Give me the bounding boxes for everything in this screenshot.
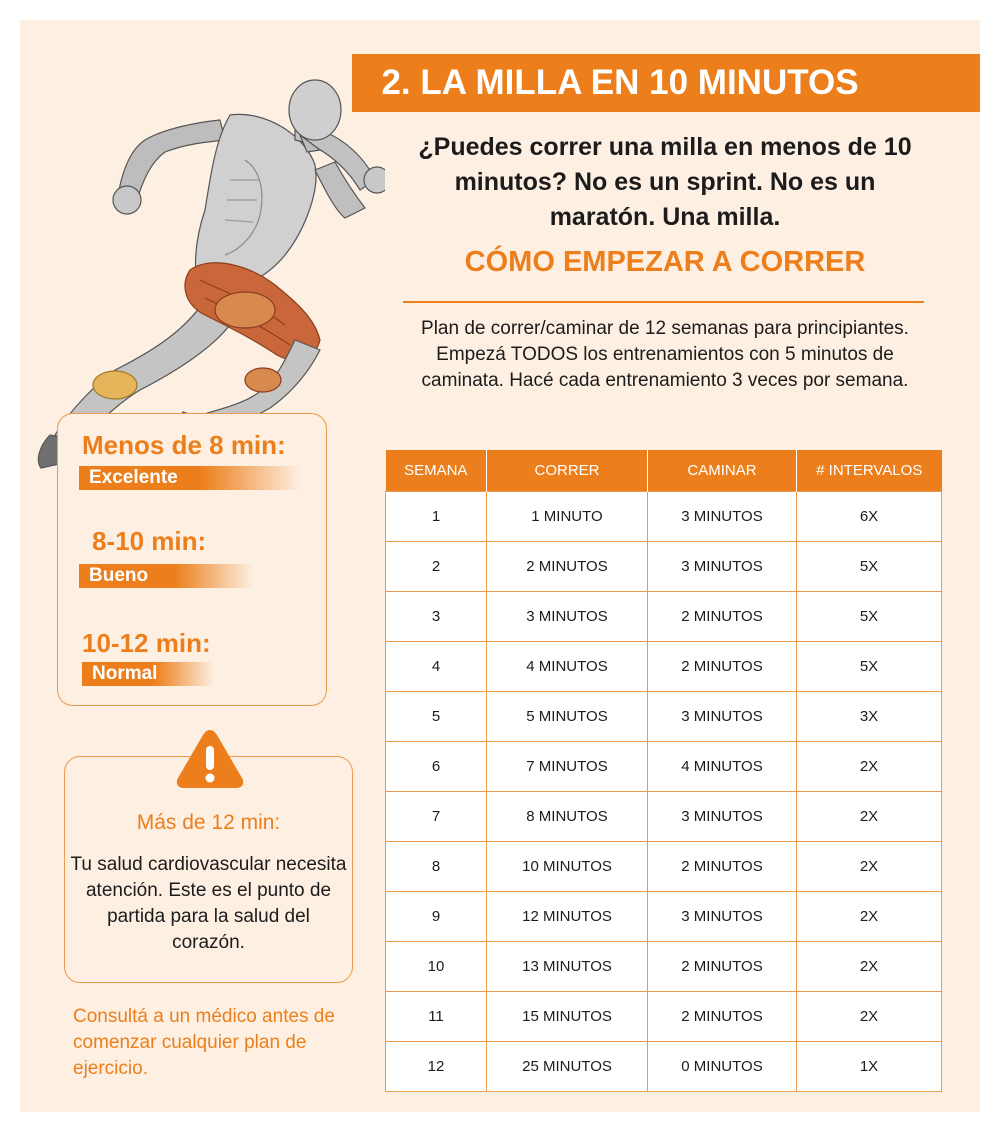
week-cell: 6 [386, 741, 487, 791]
column-header-caminar: CAMINAR [648, 450, 797, 491]
week-cell: 9 [386, 891, 487, 941]
walk-cell: 3 MINUTOS [648, 491, 797, 541]
run-cell: 7 MINUTOS [487, 741, 648, 791]
table-row [386, 741, 942, 791]
table-row [386, 841, 942, 891]
run-cell: 10 MINUTOS [487, 841, 648, 891]
walk-cell: 4 MINUTOS [648, 741, 797, 791]
disclaimer: Consultá a un médico antes de comenzar cualquier plan de ejercicio. [73, 1006, 335, 1079]
table-row [386, 1041, 942, 1091]
rating-label: Excelente [79, 466, 301, 490]
table-row [386, 991, 942, 1041]
rating-time: Menos de 8 min: [82, 430, 286, 460]
run-cell: 2 MINUTOS [487, 541, 648, 591]
walk-cell: 2 MINUTOS [648, 641, 797, 691]
heading-divider [403, 301, 924, 303]
walk-cell: 0 MINUTOS [648, 1041, 797, 1091]
walk-cell: 2 MINUTOS [648, 941, 797, 991]
table-row [386, 941, 942, 991]
run-cell: 12 MINUTOS [487, 891, 648, 941]
column-header-correr: CORRER [487, 450, 648, 491]
week-cell: 8 [386, 841, 487, 891]
rating-time: 10-12 min: [82, 628, 211, 658]
column-header-semana: SEMANA [386, 450, 487, 491]
intervals-cell: 2X [797, 741, 942, 791]
table-row [386, 891, 942, 941]
walk-cell: 3 MINUTOS [648, 691, 797, 741]
intervals-cell: 5X [797, 641, 942, 691]
run-cell: 8 MINUTOS [487, 791, 648, 841]
run-cell: 15 MINUTOS [487, 991, 648, 1041]
rating-time: 8-10 min: [92, 526, 207, 556]
intervals-cell: 2X [797, 991, 942, 1041]
walk-cell: 3 MINUTOS [648, 891, 797, 941]
intervals-cell: 2X [797, 941, 942, 991]
rating-label: Normal [82, 662, 214, 686]
run-cell: 25 MINUTOS [487, 1041, 648, 1091]
week-cell: 11 [386, 991, 487, 1041]
week-cell: 1 [386, 491, 487, 541]
walk-cell: 3 MINUTOS [648, 541, 797, 591]
table-body [386, 491, 942, 1091]
intervals-cell: 2X [797, 841, 942, 891]
warning-triangle-icon [175, 726, 245, 790]
week-cell: 10 [386, 941, 487, 991]
column-header-intervalos: # INTERVALOS [797, 450, 942, 491]
intervals-cell: 2X [797, 891, 942, 941]
week-cell: 2 [386, 541, 487, 591]
training-schedule-table [385, 450, 942, 1092]
walk-cell: 2 MINUTOS [648, 841, 797, 891]
subtitle: ¿Puedes correr una milla en menos de 10 minutos? No es un sprint. No es un maratón. Una milla. [418, 133, 912, 231]
intro-text: Plan de correr/caminar de 12 semanas para principiantes. Empezá TODOS los entrenamientos con 5 minutos de caminata. Hacé cada entrenamiento 3 veces por semana. [421, 318, 909, 391]
intervals-cell: 6X [797, 491, 942, 541]
table-row [386, 691, 942, 741]
run-cell: 13 MINUTOS [487, 941, 648, 991]
intervals-cell: 1X [797, 1041, 942, 1091]
run-cell: 1 MINUTO [487, 491, 648, 541]
rating-label: Bueno [79, 564, 253, 588]
section-heading: CÓMO EMPEZAR A CORRER [464, 246, 866, 278]
run-cell: 5 MINUTOS [487, 691, 648, 741]
warning-title: Más de 12 min: [136, 811, 281, 834]
table-row [386, 491, 942, 541]
run-cell: 4 MINUTOS [487, 641, 648, 691]
intervals-cell: 5X [797, 591, 942, 641]
intervals-cell: 5X [797, 541, 942, 591]
table-row [386, 541, 942, 591]
page-title: 2. LA MILLA EN 10 MINUTOS [381, 63, 859, 102]
week-cell: 7 [386, 791, 487, 841]
intervals-cell: 3X [797, 691, 942, 741]
week-cell: 4 [386, 641, 487, 691]
walk-cell: 3 MINUTOS [648, 791, 797, 841]
table-row [386, 641, 942, 691]
warning-body: Tu salud cardiovascular necesita atención. Este es el punto de partida para la salud del corazón. [70, 854, 347, 953]
week-cell: 3 [386, 591, 487, 641]
run-cell: 3 MINUTOS [487, 591, 648, 641]
table-row [386, 591, 942, 641]
runner-illustration [15, 40, 385, 470]
intervals-cell: 2X [797, 791, 942, 841]
week-cell: 5 [386, 691, 487, 741]
walk-cell: 2 MINUTOS [648, 991, 797, 1041]
walk-cell: 2 MINUTOS [648, 591, 797, 641]
table-header-row [386, 450, 942, 491]
week-cell: 12 [386, 1041, 487, 1091]
table-row [386, 791, 942, 841]
